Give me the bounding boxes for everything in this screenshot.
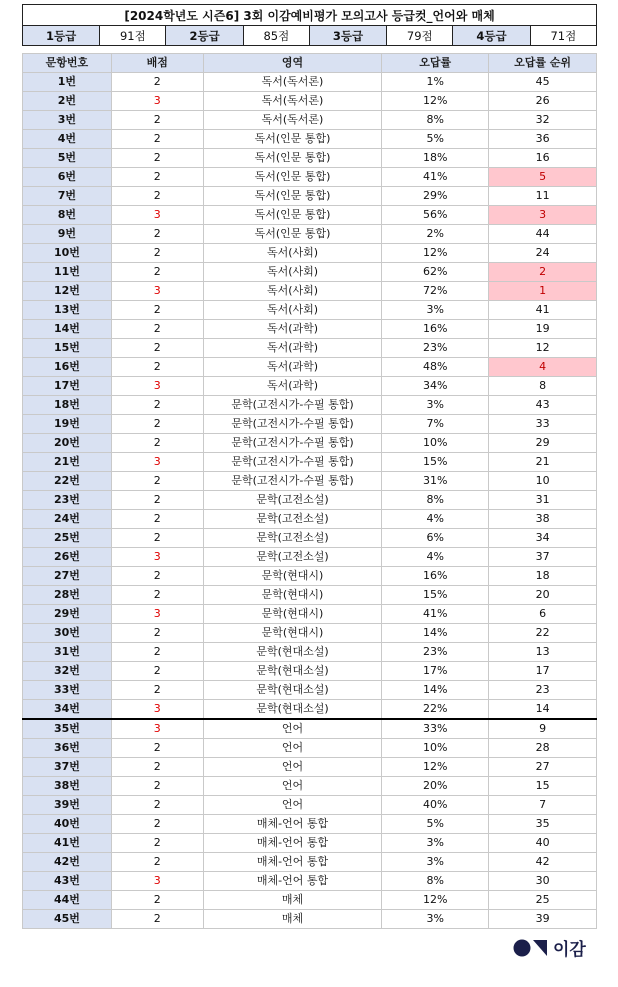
question-number-cell: 37번: [23, 758, 112, 777]
table-row: [23, 853, 597, 872]
error-rank-cell: 40: [489, 834, 597, 853]
points-cell: 2: [111, 758, 203, 777]
error-rate-cell: 6%: [382, 529, 489, 548]
area-cell: 문학(고전소설): [203, 529, 382, 548]
points-cell: 2: [111, 567, 203, 586]
grade-label: 3등급: [309, 26, 386, 46]
points-cell: 3: [111, 719, 203, 739]
area-cell: 독서(사회): [203, 301, 382, 320]
area-cell: 문학(고전소설): [203, 510, 382, 529]
area-cell: 독서(과학): [203, 339, 382, 358]
error-rank-cell: 24: [489, 244, 597, 263]
points-cell: 2: [111, 168, 203, 187]
question-number-cell: 33번: [23, 681, 112, 700]
table-body: [23, 73, 597, 929]
error-rate-cell: 1%: [382, 73, 489, 92]
points-cell: 2: [111, 777, 203, 796]
error-rank-cell: 26: [489, 92, 597, 111]
question-number-cell: 28번: [23, 586, 112, 605]
points-cell: 3: [111, 282, 203, 301]
table-row: [23, 282, 597, 301]
error-rate-cell: 33%: [382, 719, 489, 739]
error-rank-cell: 12: [489, 339, 597, 358]
points-cell: 3: [111, 605, 203, 624]
error-rate-table: [22, 53, 597, 929]
error-rank-cell: 30: [489, 872, 597, 891]
table-row: [23, 662, 597, 681]
error-rank-cell: 43: [489, 396, 597, 415]
area-cell: 독서(독서론): [203, 73, 382, 92]
logo-text: 이감: [553, 940, 586, 960]
question-number-cell: 45번: [23, 910, 112, 929]
brand-logo: [513, 935, 586, 960]
question-number-cell: 5번: [23, 149, 112, 168]
error-rate-cell: 56%: [382, 206, 489, 225]
error-rank-cell: 41: [489, 301, 597, 320]
error-rank-cell: 35: [489, 815, 597, 834]
error-rate-cell: 16%: [382, 320, 489, 339]
area-cell: 독서(독서론): [203, 92, 382, 111]
question-number-cell: 42번: [23, 853, 112, 872]
table-row: [23, 719, 597, 739]
question-number-cell: 14번: [23, 320, 112, 339]
area-cell: 독서(인문 통합): [203, 206, 382, 225]
error-rank-cell: 27: [489, 758, 597, 777]
points-cell: 2: [111, 662, 203, 681]
points-cell: 3: [111, 453, 203, 472]
area-cell: 문학(현대시): [203, 605, 382, 624]
points-cell: 3: [111, 548, 203, 567]
error-rank-cell: 38: [489, 510, 597, 529]
error-rank-cell: 28: [489, 739, 597, 758]
error-rank-cell: 15: [489, 777, 597, 796]
error-rate-cell: 29%: [382, 187, 489, 206]
table-row: [23, 434, 597, 453]
area-cell: 언어: [203, 739, 382, 758]
grade-cut-row: [23, 26, 597, 46]
error-rank-cell: 31: [489, 491, 597, 510]
points-cell: 2: [111, 624, 203, 643]
area-cell: 독서(인문 통합): [203, 168, 382, 187]
question-number-cell: 43번: [23, 872, 112, 891]
points-cell: 2: [111, 73, 203, 92]
error-rank-cell: 16: [489, 149, 597, 168]
table-row: [23, 149, 597, 168]
error-rank-cell: 1: [489, 282, 597, 301]
table-row: [23, 130, 597, 149]
question-number-cell: 26번: [23, 548, 112, 567]
column-header-number: 문항번호: [23, 54, 112, 73]
error-rank-cell: 3: [489, 206, 597, 225]
area-cell: 매체: [203, 891, 382, 910]
column-header-error-rate: 오답률: [382, 54, 489, 73]
question-number-cell: 25번: [23, 529, 112, 548]
question-number-cell: 19번: [23, 415, 112, 434]
question-number-cell: 31번: [23, 643, 112, 662]
points-cell: 3: [111, 92, 203, 111]
table-row: [23, 339, 597, 358]
area-cell: 독서(인문 통합): [203, 187, 382, 206]
error-rate-cell: 3%: [382, 396, 489, 415]
table-row: [23, 168, 597, 187]
area-cell: 문학(고전시가-수필 통합): [203, 396, 382, 415]
question-number-cell: 3번: [23, 111, 112, 130]
area-cell: 독서(독서론): [203, 111, 382, 130]
error-rate-cell: 48%: [382, 358, 489, 377]
question-number-cell: 11번: [23, 263, 112, 282]
table-row: [23, 529, 597, 548]
table-row: [23, 472, 597, 491]
grade-score: 79점: [387, 26, 453, 46]
error-rank-cell: 33: [489, 415, 597, 434]
points-cell: 3: [111, 377, 203, 396]
area-cell: 독서(사회): [203, 263, 382, 282]
table-row: [23, 206, 597, 225]
points-cell: 2: [111, 320, 203, 339]
points-cell: 2: [111, 149, 203, 168]
area-cell: 매체-언어 통합: [203, 872, 382, 891]
area-cell: 독서(인문 통합): [203, 149, 382, 168]
grade-label: 1등급: [23, 26, 100, 46]
points-cell: 2: [111, 834, 203, 853]
table-row: [23, 739, 597, 758]
question-number-cell: 35번: [23, 719, 112, 739]
error-rank-cell: 39: [489, 910, 597, 929]
table-row: [23, 872, 597, 891]
area-cell: 매체: [203, 910, 382, 929]
table-row: [23, 358, 597, 377]
table-row: [23, 777, 597, 796]
points-cell: 2: [111, 681, 203, 700]
error-rate-cell: 8%: [382, 872, 489, 891]
area-cell: 독서(인문 통합): [203, 225, 382, 244]
error-rank-cell: 7: [489, 796, 597, 815]
area-cell: 독서(인문 통합): [203, 130, 382, 149]
question-number-cell: 32번: [23, 662, 112, 681]
question-number-cell: 27번: [23, 567, 112, 586]
area-cell: 언어: [203, 758, 382, 777]
points-cell: 2: [111, 796, 203, 815]
error-rate-cell: 3%: [382, 301, 489, 320]
error-rank-cell: 11: [489, 187, 597, 206]
error-rate-cell: 5%: [382, 815, 489, 834]
column-header-area: 영역: [203, 54, 382, 73]
table-row: [23, 377, 597, 396]
points-cell: 2: [111, 358, 203, 377]
points-cell: 3: [111, 700, 203, 720]
error-rate-cell: 4%: [382, 510, 489, 529]
question-number-cell: 6번: [23, 168, 112, 187]
points-cell: 2: [111, 491, 203, 510]
grade-score: 71점: [530, 26, 596, 46]
table-row: [23, 491, 597, 510]
error-rate-cell: 14%: [382, 624, 489, 643]
error-rate-cell: 41%: [382, 605, 489, 624]
error-rate-cell: 15%: [382, 586, 489, 605]
area-cell: 문학(현대소설): [203, 681, 382, 700]
points-cell: 2: [111, 225, 203, 244]
area-cell: 독서(사회): [203, 282, 382, 301]
table-row: [23, 73, 597, 92]
points-cell: 2: [111, 891, 203, 910]
question-number-cell: 30번: [23, 624, 112, 643]
points-cell: 2: [111, 434, 203, 453]
table-row: [23, 624, 597, 643]
area-cell: 문학(현대시): [203, 567, 382, 586]
points-cell: 2: [111, 472, 203, 491]
area-cell: 문학(고전시가-수필 통합): [203, 415, 382, 434]
error-rate-cell: 31%: [382, 472, 489, 491]
error-rate-cell: 12%: [382, 891, 489, 910]
error-rate-cell: 14%: [382, 681, 489, 700]
error-rate-cell: 20%: [382, 777, 489, 796]
points-cell: 3: [111, 872, 203, 891]
area-cell: 문학(현대시): [203, 624, 382, 643]
area-cell: 문학(현대소설): [203, 662, 382, 681]
igam-logo-icon: [513, 939, 549, 957]
table-row: [23, 796, 597, 815]
grade-score: 91점: [100, 26, 166, 46]
column-header-rank: 오답률 순위: [489, 54, 597, 73]
error-rate-cell: 2%: [382, 225, 489, 244]
error-rank-cell: 6: [489, 605, 597, 624]
question-number-cell: 18번: [23, 396, 112, 415]
grade-score: 85점: [243, 26, 309, 46]
question-number-cell: 24번: [23, 510, 112, 529]
points-cell: 2: [111, 853, 203, 872]
points-cell: 2: [111, 910, 203, 929]
points-cell: 2: [111, 396, 203, 415]
table-row: [23, 415, 597, 434]
table-row: [23, 187, 597, 206]
area-cell: 문학(현대소설): [203, 643, 382, 662]
table-row: [23, 225, 597, 244]
question-number-cell: 13번: [23, 301, 112, 320]
area-cell: 독서(과학): [203, 320, 382, 339]
error-rate-cell: 5%: [382, 130, 489, 149]
error-rate-cell: 16%: [382, 567, 489, 586]
points-cell: 2: [111, 415, 203, 434]
error-rank-cell: 14: [489, 700, 597, 720]
area-cell: 언어: [203, 796, 382, 815]
area-cell: 매체-언어 통합: [203, 853, 382, 872]
error-rate-cell: 62%: [382, 263, 489, 282]
error-rate-cell: 34%: [382, 377, 489, 396]
question-number-cell: 23번: [23, 491, 112, 510]
error-rank-cell: 36: [489, 130, 597, 149]
area-cell: 문학(고전시가-수필 통합): [203, 453, 382, 472]
question-number-cell: 7번: [23, 187, 112, 206]
area-cell: 문학(고전소설): [203, 548, 382, 567]
area-cell: 독서(사회): [203, 244, 382, 263]
area-cell: 문학(고전시가-수필 통합): [203, 472, 382, 491]
question-number-cell: 36번: [23, 739, 112, 758]
area-cell: 문학(고전소설): [203, 491, 382, 510]
table-row: [23, 643, 597, 662]
points-cell: 2: [111, 739, 203, 758]
question-number-cell: 34번: [23, 700, 112, 720]
grade-cut-header: [22, 4, 597, 46]
table-row: [23, 453, 597, 472]
error-rank-cell: 23: [489, 681, 597, 700]
table-row: [23, 301, 597, 320]
table-row: [23, 700, 597, 720]
question-number-cell: 12번: [23, 282, 112, 301]
table-row: [23, 510, 597, 529]
area-cell: 독서(과학): [203, 377, 382, 396]
error-rate-cell: 4%: [382, 548, 489, 567]
error-rate-cell: 15%: [382, 453, 489, 472]
question-number-cell: 16번: [23, 358, 112, 377]
table-row: [23, 758, 597, 777]
error-rate-cell: 3%: [382, 910, 489, 929]
table-row: [23, 681, 597, 700]
table-header-row: [23, 54, 597, 73]
points-cell: 2: [111, 130, 203, 149]
page-title: [2024학년도 시즌6] 3회 이감예비평가 모의고사 등급컷_언어와 매체: [23, 5, 597, 26]
error-rank-cell: 22: [489, 624, 597, 643]
table-row: [23, 263, 597, 282]
error-rank-cell: 42: [489, 853, 597, 872]
error-rank-cell: 25: [489, 891, 597, 910]
error-rate-cell: 18%: [382, 149, 489, 168]
area-cell: 매체-언어 통합: [203, 834, 382, 853]
error-rate-cell: 22%: [382, 700, 489, 720]
error-rank-cell: 9: [489, 719, 597, 739]
error-rank-cell: 10: [489, 472, 597, 491]
points-cell: 2: [111, 339, 203, 358]
question-number-cell: 40번: [23, 815, 112, 834]
points-cell: 2: [111, 111, 203, 130]
error-rate-cell: 8%: [382, 111, 489, 130]
error-rank-cell: 2: [489, 263, 597, 282]
error-rank-cell: 19: [489, 320, 597, 339]
error-rate-cell: 17%: [382, 662, 489, 681]
question-number-cell: 22번: [23, 472, 112, 491]
error-rate-cell: 72%: [382, 282, 489, 301]
error-rank-cell: 34: [489, 529, 597, 548]
points-cell: 2: [111, 263, 203, 282]
grade-label: 4등급: [453, 26, 530, 46]
question-number-cell: 1번: [23, 73, 112, 92]
error-rate-cell: 23%: [382, 339, 489, 358]
table-row: [23, 548, 597, 567]
question-number-cell: 44번: [23, 891, 112, 910]
area-cell: 독서(과학): [203, 358, 382, 377]
error-rate-cell: 8%: [382, 491, 489, 510]
table-row: [23, 605, 597, 624]
error-rate-cell: 3%: [382, 853, 489, 872]
error-rank-cell: 32: [489, 111, 597, 130]
question-number-cell: 39번: [23, 796, 112, 815]
table-row: [23, 834, 597, 853]
error-rank-cell: 21: [489, 453, 597, 472]
question-number-cell: 38번: [23, 777, 112, 796]
error-rank-cell: 20: [489, 586, 597, 605]
error-rank-cell: 37: [489, 548, 597, 567]
grade-label: 2등급: [166, 26, 243, 46]
error-rate-cell: 10%: [382, 739, 489, 758]
error-rank-cell: 45: [489, 73, 597, 92]
error-rate-cell: 41%: [382, 168, 489, 187]
area-cell: 문학(현대시): [203, 586, 382, 605]
points-cell: 2: [111, 187, 203, 206]
points-cell: 2: [111, 643, 203, 662]
error-rank-cell: 29: [489, 434, 597, 453]
area-cell: 문학(고전시가-수필 통합): [203, 434, 382, 453]
error-rate-cell: 12%: [382, 92, 489, 111]
table-row: [23, 815, 597, 834]
error-rank-cell: 8: [489, 377, 597, 396]
table-row: [23, 586, 597, 605]
table-row: [23, 891, 597, 910]
question-number-cell: 2번: [23, 92, 112, 111]
table-row: [23, 92, 597, 111]
error-rank-cell: 5: [489, 168, 597, 187]
question-number-cell: 4번: [23, 130, 112, 149]
error-rate-cell: 12%: [382, 244, 489, 263]
error-rank-cell: 4: [489, 358, 597, 377]
table-row: [23, 111, 597, 130]
area-cell: 문학(현대소설): [203, 700, 382, 720]
error-rank-cell: 17: [489, 662, 597, 681]
question-number-cell: 10번: [23, 244, 112, 263]
points-cell: 2: [111, 510, 203, 529]
table-row: [23, 244, 597, 263]
area-cell: 매체-언어 통합: [203, 815, 382, 834]
table-row: [23, 396, 597, 415]
points-cell: 2: [111, 529, 203, 548]
error-rate-cell: 10%: [382, 434, 489, 453]
points-cell: 3: [111, 206, 203, 225]
question-number-cell: 17번: [23, 377, 112, 396]
error-rank-cell: 13: [489, 643, 597, 662]
error-rate-cell: 23%: [382, 643, 489, 662]
points-cell: 2: [111, 815, 203, 834]
question-number-cell: 41번: [23, 834, 112, 853]
question-number-cell: 21번: [23, 453, 112, 472]
area-cell: 언어: [203, 719, 382, 739]
question-number-cell: 8번: [23, 206, 112, 225]
question-number-cell: 9번: [23, 225, 112, 244]
table-row: [23, 320, 597, 339]
question-number-cell: 29번: [23, 605, 112, 624]
error-rate-cell: 7%: [382, 415, 489, 434]
question-number-cell: 15번: [23, 339, 112, 358]
error-rank-cell: 44: [489, 225, 597, 244]
error-rank-cell: 18: [489, 567, 597, 586]
error-rate-cell: 12%: [382, 758, 489, 777]
column-header-points: 배점: [111, 54, 203, 73]
error-rate-cell: 3%: [382, 834, 489, 853]
error-rate-cell: 40%: [382, 796, 489, 815]
area-cell: 언어: [203, 777, 382, 796]
question-number-cell: 20번: [23, 434, 112, 453]
points-cell: 2: [111, 586, 203, 605]
points-cell: 2: [111, 244, 203, 263]
table-row: [23, 910, 597, 929]
points-cell: 2: [111, 301, 203, 320]
table-row: [23, 567, 597, 586]
